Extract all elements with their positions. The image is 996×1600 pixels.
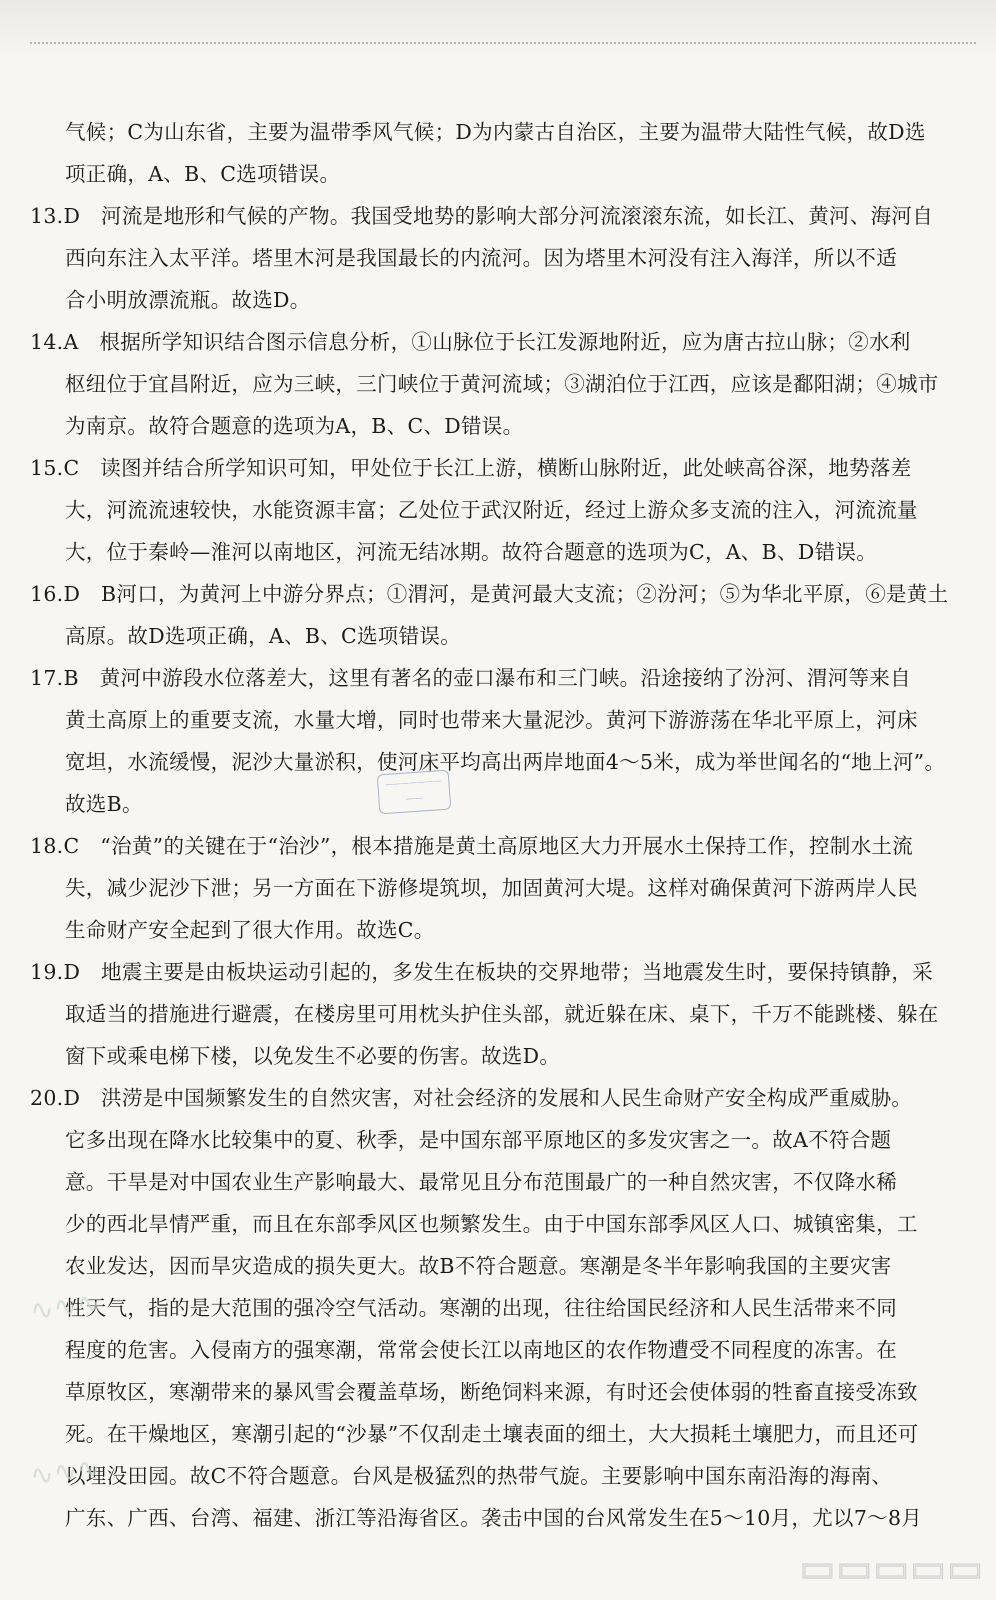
text-line: 它多出现在降水比较集中的夏、秋季，是中国东部平原地区的多发灾害之一。故A不符合题 — [65, 1128, 892, 1152]
text-line: 农业发达，因而旱灾造成的损失更大。故B不符合题意。寒潮是冬半年影响我国的主要灾害 — [65, 1254, 892, 1278]
scan-top-edge — [0, 0, 996, 58]
site-watermark-graphic: ▭▭▭▭▭ — [799, 1546, 984, 1590]
answer-item-13: 13.D 河流是地形和气候的产物。我国受地势的影响大部分河流滚滚东流，如长江、黄河、海河自 — [30, 204, 934, 228]
answer-item-17: 17.B 黄河中游段水位落差大，这里有著名的壶口瀑布和三门峡。沿途接纳了汾河、渭河等来自 — [30, 666, 911, 690]
text-line: 广东、广西、台湾、福建、浙江等沿海省区。袭击中国的台风常发生在5～10月，尤以7～8月 — [65, 1506, 923, 1530]
text-line: 宽坦，水流缓慢，泥沙大量淤积，使河床平均高出两岸地面4～5米，成为举世闻名的“地上河”。 — [65, 750, 946, 774]
answer-item-18: 18.C “治黄”的关键在于“治沙”，根本措施是黄土高原地区大力开展水土保持工作，控制水土流 — [30, 834, 914, 858]
text-line: 黄土高原上的重要支流，水量大增，同时也带来大量泥沙。黄河下游游荡在华北平原上，河床 — [65, 708, 918, 732]
text-line: 少的西北旱情严重，而且在东部季风区也频繁发生。由于中国东部季风区人口、城镇密集，工 — [65, 1212, 918, 1236]
answer-item-16: 16.D B河口，为黄河上中游分界点；①渭河，是黄河最大支流；②汾河；⑤为华北平原，⑥是黄土 — [30, 582, 949, 606]
text-line: 意。干旱是对中国农业生产影响最大、最常见且分布范围最广的一种自然灾害，不仅降水稀 — [65, 1170, 897, 1194]
text-line: 性天气，指的是大范围的强冷空气活动。寒潮的出现，往往给国民经济和人民生活带来不同 — [65, 1296, 897, 1320]
answer-item-14: 14.A 根据所学知识结合图示信息分析，①山脉位于长江发源地附近，应为唐古拉山脉；②水利 — [30, 330, 911, 354]
watermark-graphic: ∿∿∿ — [28, 1450, 103, 1493]
text-line: 故选B。 — [65, 792, 143, 816]
text-line: 生命财产安全起到了很大作用。故选C。 — [65, 918, 435, 942]
text-line: 程度的危害。入侵南方的强寒潮，常常会使长江以南地区的农作物遭受不同程度的冻害。在 — [65, 1338, 897, 1362]
text-line: 枢纽位于宜昌附近，应为三峡，三门峡位于黄河流域；③湖泊位于江西，应该是鄱阳湖；④城市 — [65, 372, 939, 396]
text-line: 窗下或乘电梯下楼，以免发生不必要的伤害。故选D。 — [65, 1044, 561, 1068]
text-line: 西向东注入太平洋。塔里木河是我国最长的内流河。因为塔里木河没有注入海洋，所以不适 — [65, 246, 897, 270]
text-line: 取适当的措施进行避震，在楼房里可用枕头护住头部，就近躲在床、桌下，千万不能跳楼、躲在 — [65, 1002, 939, 1026]
text-line: 气候；C为山东省，主要为温带季风气候；D为内蒙古自治区，主要为温带大陆性气候，故D选 — [65, 120, 926, 144]
text-line: 项正确，A、B、C选项错误。 — [65, 162, 341, 186]
text-line: 大，位于秦岭—淮河以南地区，河流无结冰期。故符合题意的选项为C，A、B、D错误。 — [65, 540, 877, 564]
watermark-graphic: ∿∿∿ — [28, 1285, 103, 1328]
answer-item-19: 19.D 地震主要是由板块运动引起的，多发生在板块的交界地带；当地震发生时，要保持镇静，采 — [30, 960, 934, 984]
answer-item-20: 20.D 洪涝是中国频繁发生的自然灾害，对社会经济的发展和人民生命财产安全构成严重威胁。 — [30, 1086, 913, 1110]
text-line: 大，河流流速较快，水能资源丰富；乙处位于武汉附近，经过上游众多支流的注入，河流流量 — [65, 498, 918, 522]
text-line: 合小明放漂流瓶。故选D。 — [65, 288, 311, 312]
text-line: 失，减少泥沙下泄；另一方面在下游修堤筑坝，加固黄河大堤。这样对确保黄河下游两岸人民 — [65, 876, 918, 900]
library-stamp: ——————— —— — [377, 770, 452, 815]
text-line: 草原牧区，寒潮带来的暴风雪会覆盖草场，断绝饲料来源，有时还会使体弱的牲畜直接受冻致 — [65, 1380, 918, 1404]
text-line: 死。在干燥地区，寒潮引起的“沙暴”不仅刮走土壤表面的细土，大大损耗土壤肥力，而且还可 — [65, 1422, 919, 1446]
text-line: 为南京。故符合题意的选项为A，B、C、D错误。 — [65, 414, 524, 438]
text-line: 高原。故D选项正确，A、B、C选项错误。 — [65, 624, 461, 648]
text-line: 以埋没田园。故C不符合题意。台风是极猛烈的热带气旋。主要影响中国东南沿海的海南、 — [65, 1464, 893, 1488]
perforation-line — [30, 42, 976, 44]
answer-item-15: 15.C 读图并结合所学知识可知，甲处位于长江上游，横断山脉附近，此处峡高谷深，地势落差 — [30, 456, 912, 480]
